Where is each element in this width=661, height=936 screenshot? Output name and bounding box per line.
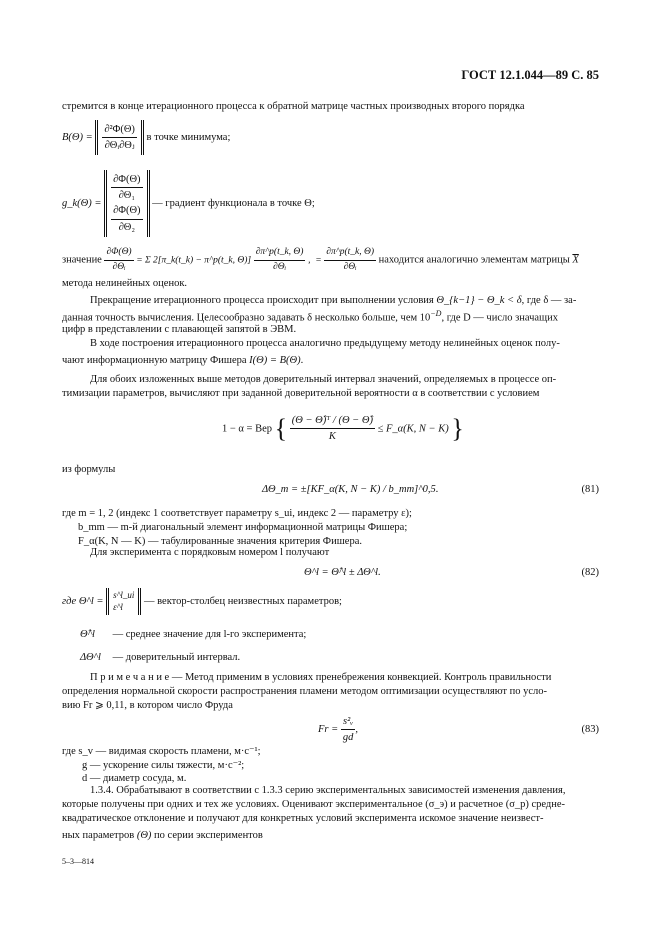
equation-83-num: s²ᵥ (341, 714, 356, 730)
equation-82 (304, 565, 381, 580)
text-line (90, 293, 576, 308)
interval-definition (80, 650, 240, 665)
formula-derivative-den: ∂Θᵢ (112, 261, 126, 272)
mean-text: — среднее значение для l-го эксперимента; (112, 629, 307, 640)
equation-81-dot: . (435, 484, 439, 495)
formula-derivative-tail: находится аналогично элементам матрицы (378, 254, 570, 266)
text-line: Для обоих изложенных выше методов доверительный интервал значений, определяемых в процессе оп- (90, 374, 557, 385)
vector-text: — вектор-столбец неизвестных параметров; (144, 596, 342, 608)
formula-g (62, 170, 315, 237)
formula-derivative-num: ∂Φ(Θ) (104, 246, 133, 261)
stop-condition: Θ_{k−1} − Θ_k < δ (436, 295, 522, 306)
equation-82-body: Θ^l = Θ̂^l ± ΔΘ^l (304, 567, 379, 578)
equation-83-dot: , (355, 724, 358, 736)
equation-83-den: gd (342, 732, 354, 744)
stop-exponent: −D (430, 309, 442, 318)
text-line: цифр в представлении с плавающей запятой в ЭВМ. (62, 324, 297, 335)
p134-text-5: по серии экспериментов (154, 830, 263, 841)
formula-b-text: в точке минимума; (146, 132, 231, 144)
text-line (62, 828, 263, 843)
text-line: стремится в конце итерационного процесса к обратной матрице частных производных второго порядка (62, 101, 525, 112)
text-line: тимизации параметров, вычисляют при заданной доверительной вероятности α в соответствии с условием (62, 388, 540, 399)
text-line: В ходе построения итерационного процесса аналогично предыдущему методу нелинейных оценок полу- (90, 338, 560, 349)
note-line: вию Fr ⩾ 0,11, в котором число Фруда (62, 700, 233, 711)
equation-83 (318, 714, 358, 745)
interval-symbol: ΔΘ^l (80, 652, 101, 663)
formula-b-lhs: B(Θ) = (62, 132, 93, 144)
text-line: d — диаметр сосуда, м. (82, 773, 187, 784)
formula-g-num1: ∂Φ(Θ) (111, 172, 142, 188)
vector-top: s^l_ui (113, 590, 135, 600)
formula-g-frac2 (111, 203, 142, 234)
formula-derivative-frac2 (254, 246, 306, 275)
page-header: ГОСТ 12.1.044—89 С. 85 (461, 68, 599, 82)
probability-den: K (328, 431, 336, 443)
formula-b-fraction (102, 122, 137, 153)
page-footer: 5–3—814 (62, 857, 94, 866)
text-line: g — ускорение силы тяжести, м·с⁻²; (82, 760, 245, 771)
formula-derivative: значение $\frac{\partial\Phi(\Theta)}{\text{∂Θᵢ}}$ = Σ 2[π_k(t_k) − π^p(t_k, Θ)] $\frac{\partial\pi\^{}p(t\_k, \Theta)}{\text{∂Θᵢ}}$ , = $\frac{\partial\pi\^{}p(t\_k, \Theta)}{\text{∂Θᵢ}}$ находится аналогично элементам матрицы $\overline{X}$ (62, 246, 579, 275)
formula-g-frac1 (111, 172, 142, 203)
text-line: которые получены при одних и тех же условиях. Оценивают экспериментальное (σ_э) и расчетное (σ_р) средне- (62, 799, 566, 810)
fisher-equation: I(Θ) = B(Θ) (249, 355, 301, 366)
formula-derivative-den3: ∂Θᵢ (343, 261, 357, 272)
vector-lhs: где Θ^l = (62, 596, 104, 608)
equation-81-body: ΔΘ_m = ±[KF_α(K, N − K) / b_mm]^0,5 (262, 484, 436, 495)
probability-rhs: ≤ F_α(K, N − K) (377, 423, 449, 435)
formula-g-text: — градиент функционала в точке Θ; (152, 197, 315, 209)
formula-probability: 1 − α = Вер { $\frac{\text{(Θ − Θ̂)ᵀ / (Θ − Θ̂)}}{K}$ ≤ F_α(K, N − K) } (222, 414, 464, 443)
text-line: чают информационную матрицу Фишера I(Θ) = B(Θ). (62, 355, 304, 366)
formula-b-den: ∂Θᵢ∂Θⱼ (104, 140, 135, 152)
mean-symbol: Θ̂^l (80, 629, 95, 640)
equation-82-number: (82) (581, 567, 599, 578)
interval-text: — доверительный интервал. (112, 652, 241, 663)
stop-text-2: , где δ — за- (521, 295, 577, 306)
formula-g-lhs: g_k(Θ) = (62, 197, 102, 209)
formula-g-vector (104, 170, 149, 237)
equation-83-fraction (341, 714, 356, 745)
text-line: метода нелинейных оценок. (62, 278, 188, 289)
formula-derivative-num2: ∂π^p(t_k, Θ) (254, 246, 306, 261)
vector-column (106, 588, 141, 615)
mean-definition (80, 627, 306, 642)
stop-text-4: , где D — число значащих (441, 312, 559, 324)
text-line: квадратическое отклонение и получают для конкретных условий эксперимента искомое значение неизвест- (62, 813, 544, 824)
text-line: где s_v — видимая скорость пламени, м·с⁻¹; (62, 746, 261, 757)
formula-b-matrix (95, 120, 144, 155)
text-line: где m = 1, 2 (индекс 1 соответствует параметру s_ui, индекс 2 — параметру ε); (62, 508, 412, 519)
p134-text-4: ных параметров (62, 830, 135, 841)
text-line: b_mm — m-й диагональный элемент информационной матрицы Фишера; (78, 522, 408, 533)
equation-81-number: (81) (581, 484, 599, 495)
formula-g-num2: ∂Φ(Θ) (111, 203, 142, 219)
text-line: из формулы (62, 464, 116, 475)
matrix-x-symbol: $\overline{X}$ (572, 254, 579, 266)
equation-81 (262, 482, 438, 497)
text-line: F_α(K, N — K) — табулированные значения критерия Фишера. (78, 536, 362, 547)
probability-lhs: 1 − α = Вер (222, 423, 273, 435)
note-line: определения нормальной скорости распространения пламени методом оптимизации осуществляют по усло- (62, 686, 548, 697)
formula-b (62, 120, 230, 155)
formula-derivative-word: значение (62, 254, 102, 266)
formula-derivative-lhs (104, 246, 133, 275)
formula-b-num: ∂²Φ(Θ) (102, 122, 137, 138)
vector-definition (62, 588, 342, 615)
text-line: 1.3.4. Обрабатывают в соответствии с 1.3.3 серию экспериментальных зависимостей изменения давления, (90, 785, 566, 796)
formula-g-den1: ∂Θ₁ (118, 190, 136, 202)
probability-num: (Θ − Θ̂)ᵀ / (Θ − Θ̂) (290, 413, 375, 429)
equation-82-dot: . (378, 567, 381, 578)
formula-derivative-num3: ∂π^p(t_k, Θ) (324, 246, 376, 261)
stop-text-1: Прекращение итерационного процесса происходит при выполнении условия (90, 295, 434, 306)
formula-derivative-frac3 (324, 246, 376, 275)
formula-g-den2: ∂Θ₂ (118, 221, 136, 233)
vector-bottom: ε^l (113, 601, 123, 612)
note-line: П р и м е ч а н и е — Метод применим в условиях пренебрежения конвекцией. Контроль правильности (90, 672, 552, 683)
probability-fraction (290, 413, 375, 444)
formula-derivative-sum: = Σ 2[π_k(t_k) − π^p(t_k, Θ)] (136, 255, 252, 266)
formula-derivative-den2: ∂Θᵢ (273, 261, 287, 272)
equation-83-lhs: Fr = (318, 724, 339, 736)
fisher-text: чают информационную матрицу Фишера (62, 355, 247, 366)
stop-text-3: данная точность вычисления. Целесообразно задавать δ несколько больше, чем 10 (62, 312, 431, 324)
text-line: Для эксперимента с порядковым номером l получают (90, 547, 330, 558)
p134-theta: (Θ) (136, 830, 152, 841)
equation-83-number: (83) (581, 724, 599, 735)
